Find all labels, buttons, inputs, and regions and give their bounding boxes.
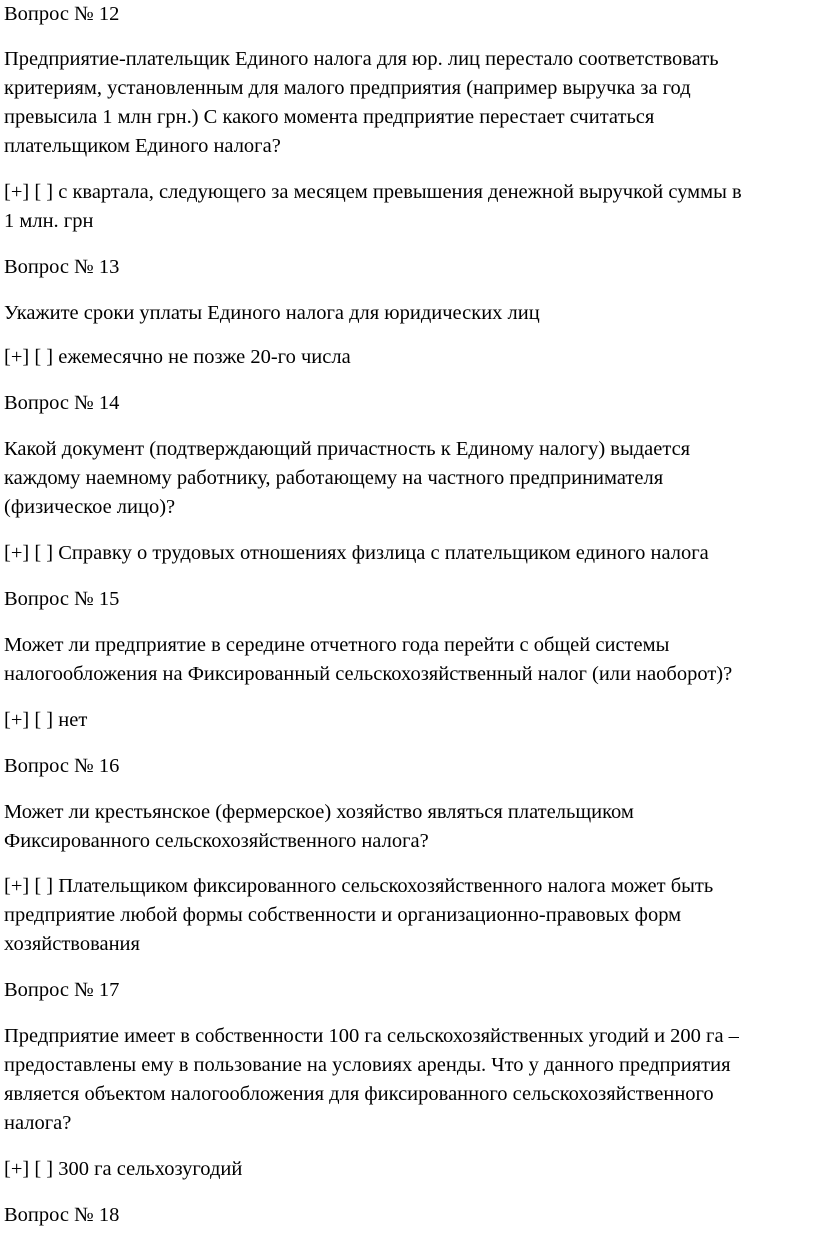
question-text-line: предоставлены ему в пользование на условиях аренды. Что у данного предприятия	[4, 1054, 731, 1076]
answer-text-line: [+] [ ] с квартала, следующего за месяцем превышения денежной выручкой суммы в	[4, 181, 742, 203]
answer-text-line: [+] [ ] нет	[4, 709, 88, 731]
question-heading: Вопрос № 14	[4, 392, 120, 414]
question-text-line: Может ли предприятие в середине отчетного года перейти с общей системы	[4, 634, 670, 656]
question-text-line: налогообложения на Фиксированный сельскохозяйственный налог (или наоборот)?	[4, 663, 733, 685]
answer-text-line: [+] [ ] Справку о трудовых отношениях физлица с плательщиком единого налога	[4, 542, 709, 564]
question-heading: Вопрос № 15	[4, 588, 120, 610]
answer-text-line: предприятие любой формы собственности и организационно-правовых форм	[4, 904, 682, 926]
question-heading: Вопрос № 16	[4, 755, 120, 777]
question-heading: Вопрос № 12	[4, 3, 120, 25]
question-text-line: Предприятие-плательщик Единого налога для юр. лиц перестало соответствовать	[4, 48, 719, 70]
question-text-line: является объектом налогообложения для фиксированного сельскохозяйственного	[4, 1083, 714, 1105]
question-text-line: критериям, установленным для малого предприятия (например выручка за год	[4, 77, 691, 99]
question-text-line: налога?	[4, 1112, 72, 1134]
question-heading: Вопрос № 18	[4, 1204, 120, 1226]
question-text-line: (физическое лицо)?	[4, 496, 176, 518]
question-text-line: Фиксированного сельскохозяйственного налога?	[4, 830, 429, 852]
answer-text-line: 1 млн. грн	[4, 210, 94, 232]
question-text-line: Предприятие имеет в собственности 100 га сельскохозяйственных угодий и 200 га –	[4, 1025, 739, 1047]
question-text-line: Какой документ (подтверждающий причастность к Единому налогу) выдается	[4, 438, 691, 460]
question-text-line: превысила 1 млн грн.) С какого момента предприятие перестает считаться	[4, 106, 655, 128]
question-text-line: каждому наемному работнику, работающему на частного предпринимателя	[4, 467, 664, 489]
answer-text-line: хозяйствования	[4, 933, 140, 955]
answer-text-line: [+] [ ] ежемесячно не позже 20-го числа	[4, 346, 351, 368]
question-heading: Вопрос № 17	[4, 979, 120, 1001]
question-text-line: плательщиком Единого налога?	[4, 135, 281, 157]
question-text-line: Укажите сроки уплаты Единого налога для юридических лиц	[4, 302, 540, 324]
question-text-line: Может ли крестьянское (фермерское) хозяйство являться плательщиком	[4, 801, 634, 823]
question-heading: Вопрос № 13	[4, 256, 120, 278]
answer-text-line: [+] [ ] 300 га сельхозугодий	[4, 1158, 243, 1180]
answer-text-line: [+] [ ] Плательщиком фиксированного сельскохозяйственного налога может быть	[4, 875, 714, 897]
